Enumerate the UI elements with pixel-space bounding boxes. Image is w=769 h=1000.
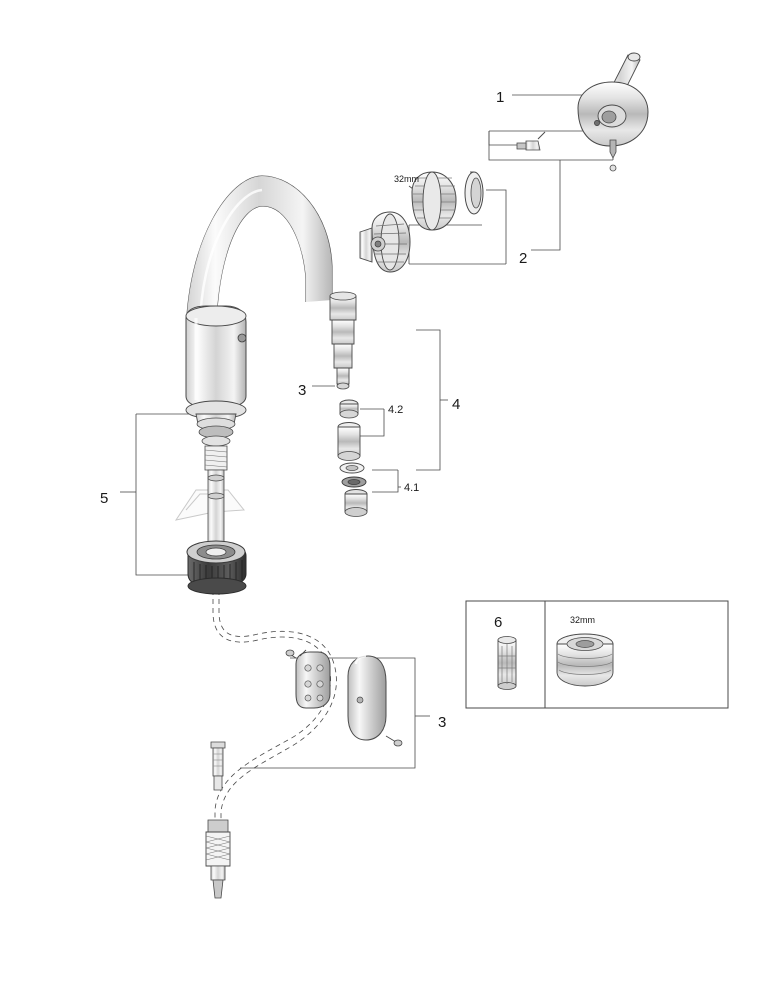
hose-connectors bbox=[206, 742, 230, 898]
callout-4-1: 4.1 bbox=[404, 482, 420, 494]
part-cartridge-assembly bbox=[360, 172, 483, 272]
label-32mm-box: 32mm bbox=[570, 615, 596, 625]
callout-3-lower: 3 bbox=[438, 714, 447, 731]
accessories-inset-box bbox=[466, 601, 728, 708]
callout-2: 2 bbox=[519, 250, 528, 267]
callout-3-upper: 3 bbox=[298, 382, 307, 399]
callout-5: 5 bbox=[100, 490, 109, 507]
callout-4: 4 bbox=[452, 396, 461, 413]
faucet-body bbox=[186, 176, 356, 408]
label-32mm-top: 32mm bbox=[394, 174, 420, 184]
part-aerator-stack bbox=[338, 400, 367, 517]
part-handle-assembly bbox=[517, 53, 648, 171]
callout-4-2: 4.2 bbox=[388, 404, 404, 416]
hose-dashed-path bbox=[213, 590, 336, 830]
part-hose-weight bbox=[286, 650, 402, 746]
callout-6: 6 bbox=[494, 614, 503, 631]
callout-1: 1 bbox=[496, 89, 505, 106]
